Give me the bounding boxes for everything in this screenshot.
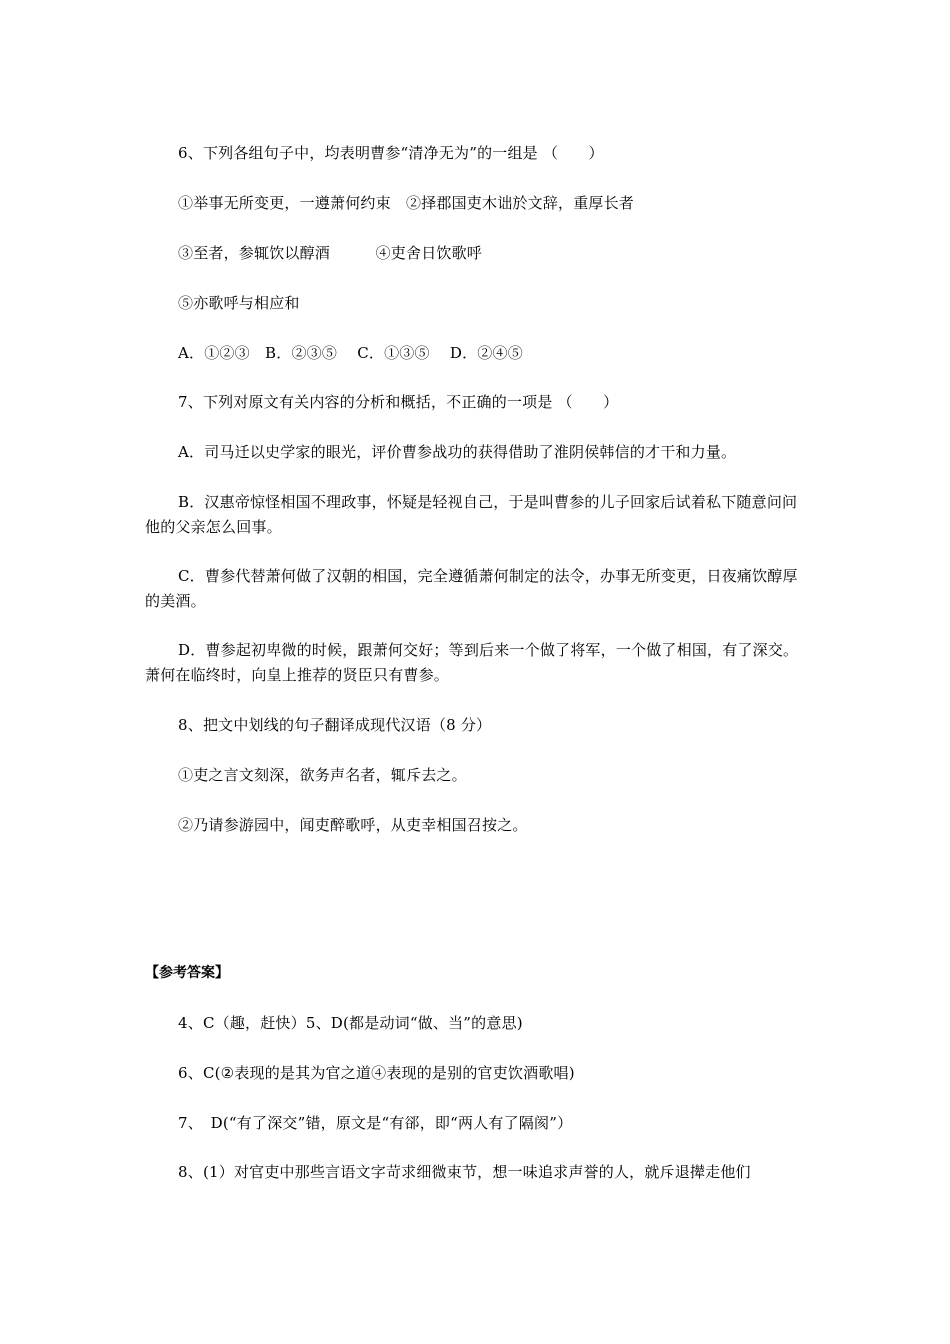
q7-option-a: A．司马迁以史学家的眼光，评价曹参战功的获得借助了淮阴侯韩信的才干和力量。 [178,443,737,461]
answer-8: 8、(1）对官吏中那些言语文字苛求细微束节，想一味追求声誉的人，就斥退撵走他们 [178,1163,751,1181]
q6-line-2: ③至者，参辄饮以醇酒 ④吏舍日饮歌呼 [178,244,483,262]
q7-stem: 7、下列对原文有关内容的分析和概括，不正确的一项是 （ ） [178,393,619,411]
q7-option-d: D．曹参起初卑微的时候，跟萧何交好；等到后来一个做了将军，一个做了相国，有了深交。萧何在临终时，向皇上推荐的贤臣只有曹参。 [145,641,799,684]
q8-stem: 8、把文中划线的句子翻译成现代汉语（8 分） [178,716,492,734]
q6-options: A．①②③ B．②③⑤ C．①③⑤ D．②④⑤ [178,344,523,362]
q7-option-c: C．曹参代替萧何做了汉朝的相国，完全遵循萧何制定的法令，办事无所变更，日夜痛饮醇厚的美酒。 [145,567,798,610]
answer-6: 6、C(②表现的是其为官之道④表现的是别的官吏饮酒歌唱) [178,1064,575,1082]
q7-option-b: B．汉惠帝惊怪相国不理政事，怀疑是轻视自己，于是叫曹参的儿子回家后试着私下随意问问他的父亲怎么回事。 [145,493,798,536]
q6-line-3: ⑤亦歌呼与相应和 [178,294,300,312]
answers-heading: 【参考答案】 [145,965,229,981]
q8-sentence-2: ②乃请参游园中，闻吏醉歌呼，从吏幸相国召按之。 [178,816,528,834]
answer-7: 7、 D(“有了深交”错，原文是“有郤，即“两人有了隔阂”） [178,1114,573,1132]
q6-line-1: ①举事无所变更，一遵萧何约束 ②择郡国吏木诎於文辞，重厚长者 [178,194,635,212]
answer-4-5: 4、C（趣，赶快）5、D(都是动词“做、当”的意思) [178,1014,523,1032]
q6-stem: 6、下列各组句子中，均表明曹参“清净无为”的一组是 （ ） [178,144,604,162]
q8-sentence-1: ①吏之言文刻深，欲务声名者，辄斥去之。 [178,766,467,784]
